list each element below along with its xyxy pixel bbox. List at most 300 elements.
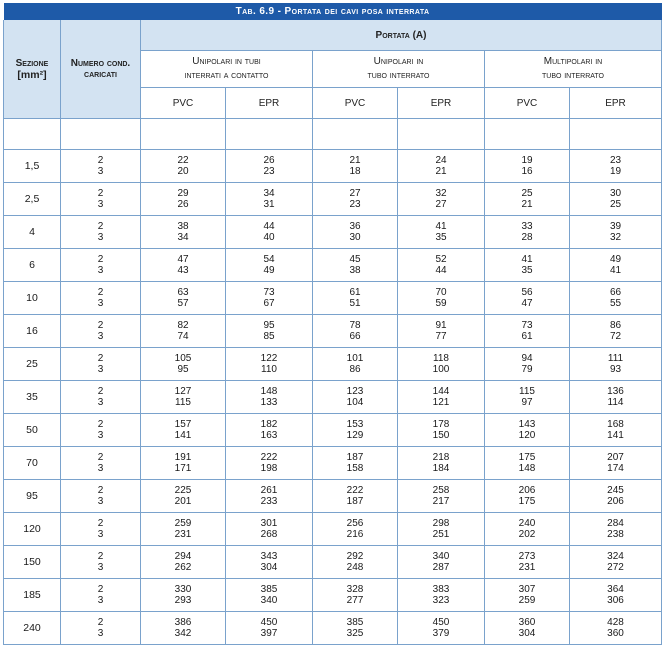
portata-cell <box>313 480 398 513</box>
table-title: Tab. 6.9 - Portata dei cavi posa interrata <box>4 3 662 20</box>
portata-value: 49 <box>263 265 275 276</box>
portata-value: 233 <box>260 496 278 507</box>
portata-value: 57 <box>177 298 189 309</box>
portata-cell <box>226 282 313 315</box>
table-row <box>4 480 662 513</box>
table-row <box>4 183 662 216</box>
portata-value: 27 <box>435 199 447 210</box>
portata-value: 35 <box>435 232 447 243</box>
portata-value: 115 <box>175 397 191 408</box>
blank-cell <box>4 119 61 150</box>
portata-cell <box>485 183 570 216</box>
header-numero-line2: caricati <box>84 69 117 80</box>
portata-value: 43 <box>177 265 189 276</box>
portata-cell <box>313 249 398 282</box>
numero-value: 3 <box>97 496 104 507</box>
header-group-1-line1: Unipolari in tubi <box>192 56 261 67</box>
numero-cell <box>61 480 141 513</box>
portata-value: 231 <box>174 529 192 540</box>
portata-value: 59 <box>435 298 447 309</box>
portata-cell <box>226 216 313 249</box>
portata-value: 127 <box>174 386 192 397</box>
portata-value: 61 <box>349 287 361 298</box>
portata-value: 304 <box>518 628 536 639</box>
header-material-epr: EPR <box>226 88 313 119</box>
portata-value: 41 <box>609 265 622 276</box>
header-sezione <box>4 20 61 119</box>
portata-cell <box>485 513 570 546</box>
portata-cell <box>398 414 485 447</box>
table-row <box>4 447 662 480</box>
portata-value: 268 <box>260 529 278 540</box>
portata-cell <box>570 348 662 381</box>
header-group-2-line2: tubo interrato <box>367 70 430 81</box>
portata-value: 23 <box>609 155 622 166</box>
portata-value: 360 <box>607 628 624 639</box>
portata-value: 330 <box>174 584 192 595</box>
numero-value: 2 <box>97 419 104 430</box>
numero-cell <box>61 183 141 216</box>
numero-value: 3 <box>97 562 104 573</box>
portata-value: 63 <box>177 287 189 298</box>
header-group-1-line2: interrati a contatto <box>184 70 269 81</box>
sezione-cell: 240 <box>4 612 61 645</box>
portata-value: 251 <box>432 529 450 540</box>
portata-value: 150 <box>432 430 450 441</box>
portata-value: 141 <box>607 430 624 441</box>
portata-value: 41 <box>435 221 447 232</box>
portata-cell <box>485 315 570 348</box>
portata-value: 123 <box>346 386 364 397</box>
portata-cell <box>141 381 226 414</box>
portata-value: 111 <box>607 353 624 364</box>
numero-value: 2 <box>97 452 104 463</box>
portata-cell <box>570 282 662 315</box>
table-row <box>4 282 662 315</box>
sezione-cell: 35 <box>4 381 61 414</box>
portata-value: 95 <box>263 320 275 331</box>
portata-value: 44 <box>263 221 275 232</box>
header-material-pvc: PVC <box>141 88 226 119</box>
portata-value: 122 <box>260 353 278 364</box>
portata-value: 120 <box>518 430 536 441</box>
portata-cell <box>226 315 313 348</box>
portata-cell <box>485 414 570 447</box>
portata-value: 262 <box>174 562 192 573</box>
portata-value: 47 <box>521 298 533 309</box>
portata-value: 72 <box>609 331 622 342</box>
portata-cell <box>398 480 485 513</box>
portata-value: 364 <box>607 584 624 595</box>
numero-value: 2 <box>97 221 104 232</box>
table-row <box>4 315 662 348</box>
portata-value: 21 <box>349 155 361 166</box>
portata-value: 70 <box>435 287 447 298</box>
portata-cell <box>398 315 485 348</box>
portata-value: 30 <box>609 188 622 199</box>
numero-value: 3 <box>97 232 104 243</box>
portata-cell <box>313 282 398 315</box>
table-row <box>4 513 662 546</box>
portata-value: 231 <box>518 562 536 573</box>
numero-cell <box>61 612 141 645</box>
numero-value: 3 <box>97 298 104 309</box>
numero-value: 2 <box>97 551 104 562</box>
portata-cell <box>141 579 226 612</box>
portata-value: 35 <box>521 265 533 276</box>
portata-value: 383 <box>432 584 450 595</box>
portata-value: 385 <box>346 617 364 628</box>
cable-table-container <box>3 3 661 645</box>
header-sezione-label: Sezione <box>15 57 49 69</box>
portata-cell <box>141 348 226 381</box>
table-row <box>4 150 662 183</box>
portata-value: 222 <box>260 452 278 463</box>
portata-cell <box>313 579 398 612</box>
portata-value: 115 <box>519 386 535 397</box>
portata-value: 45 <box>349 254 361 265</box>
portata-value: 23 <box>349 199 361 210</box>
portata-cell <box>570 150 662 183</box>
portata-value: 105 <box>174 353 192 364</box>
portata-value: 25 <box>609 199 622 210</box>
portata-value: 385 <box>260 584 278 595</box>
portata-value: 38 <box>177 221 189 232</box>
portata-cell <box>570 579 662 612</box>
header-material-epr: EPR <box>570 88 662 119</box>
portata-value: 182 <box>260 419 278 430</box>
sezione-cell: 1,5 <box>4 150 61 183</box>
portata-cell <box>313 447 398 480</box>
portata-value: 187 <box>346 496 364 507</box>
portata-cell <box>570 216 662 249</box>
portata-cell <box>313 183 398 216</box>
header-portata: Portata (A) <box>141 20 662 51</box>
portata-cell <box>398 381 485 414</box>
numero-cell <box>61 579 141 612</box>
portata-value: 100 <box>432 364 450 375</box>
portata-value: 66 <box>609 287 622 298</box>
portata-cell <box>398 282 485 315</box>
portata-value: 143 <box>518 419 536 430</box>
portata-value: 184 <box>432 463 450 474</box>
portata-value: 93 <box>609 364 622 375</box>
portata-value: 110 <box>261 364 277 375</box>
portata-value: 21 <box>521 199 533 210</box>
numero-cell <box>61 381 141 414</box>
portata-cell <box>141 150 226 183</box>
numero-value: 3 <box>97 397 104 408</box>
portata-value: 148 <box>518 463 536 474</box>
portata-value: 33 <box>521 221 533 232</box>
portata-value: 18 <box>349 166 361 177</box>
portata-value: 21 <box>435 166 447 177</box>
numero-cell <box>61 282 141 315</box>
numero-value: 3 <box>97 628 104 639</box>
portata-value: 258 <box>432 485 450 496</box>
portata-value: 66 <box>349 331 361 342</box>
portata-value: 157 <box>174 419 192 430</box>
portata-value: 38 <box>349 265 361 276</box>
portata-cell <box>570 414 662 447</box>
portata-cell <box>398 183 485 216</box>
numero-value: 2 <box>97 155 104 166</box>
portata-cell <box>398 513 485 546</box>
portata-value: 240 <box>518 518 536 529</box>
portata-value: 163 <box>260 430 278 441</box>
portata-value: 201 <box>174 496 192 507</box>
portata-value: 67 <box>263 298 275 309</box>
portata-value: 30 <box>349 232 361 243</box>
portata-value: 23 <box>263 166 275 177</box>
numero-value: 2 <box>97 617 104 628</box>
portata-value: 218 <box>432 452 450 463</box>
portata-cell <box>398 612 485 645</box>
portata-cell <box>485 216 570 249</box>
portata-cell <box>141 480 226 513</box>
portata-value: 32 <box>435 188 447 199</box>
numero-value: 2 <box>97 485 104 496</box>
portata-value: 216 <box>346 529 364 540</box>
numero-cell <box>61 414 141 447</box>
numero-value: 2 <box>97 188 104 199</box>
portata-value: 28 <box>521 232 533 243</box>
portata-value: 74 <box>177 331 189 342</box>
sezione-cell: 95 <box>4 480 61 513</box>
portata-cell <box>313 546 398 579</box>
portata-value: 256 <box>346 518 364 529</box>
portata-cell <box>226 183 313 216</box>
portata-value: 51 <box>349 298 361 309</box>
portata-value: 248 <box>346 562 364 573</box>
portata-cell <box>226 348 313 381</box>
portata-value: 379 <box>432 628 450 639</box>
portata-value: 323 <box>432 595 450 606</box>
portata-value: 129 <box>346 430 364 441</box>
portata-cell <box>398 249 485 282</box>
portata-value: 101 <box>346 353 364 364</box>
table-row <box>4 381 662 414</box>
blank-cell <box>226 119 313 150</box>
portata-value: 225 <box>174 485 192 496</box>
blank-spacer-row <box>4 119 662 150</box>
portata-cell <box>485 480 570 513</box>
portata-value: 40 <box>263 232 275 243</box>
portata-value: 301 <box>260 518 278 529</box>
table-row <box>4 579 662 612</box>
portata-value: 82 <box>177 320 189 331</box>
portata-value: 450 <box>260 617 278 628</box>
portata-value: 29 <box>177 188 189 199</box>
portata-cell <box>570 249 662 282</box>
portata-value: 73 <box>521 320 533 331</box>
sezione-cell: 25 <box>4 348 61 381</box>
portata-cell <box>570 315 662 348</box>
portata-cell <box>570 381 662 414</box>
portata-cell <box>141 282 226 315</box>
portata-cell <box>485 579 570 612</box>
cable-capacity-table <box>3 3 662 645</box>
portata-value: 187 <box>346 452 364 463</box>
portata-cell <box>226 249 313 282</box>
portata-cell <box>313 381 398 414</box>
numero-cell <box>61 447 141 480</box>
table-row <box>4 612 662 645</box>
portata-cell <box>313 150 398 183</box>
portata-value: 340 <box>260 595 278 606</box>
portata-value: 259 <box>518 595 536 606</box>
portata-cell <box>570 612 662 645</box>
portata-value: 306 <box>607 595 624 606</box>
portata-cell <box>485 249 570 282</box>
portata-value: 79 <box>521 364 533 375</box>
portata-value: 217 <box>432 496 450 507</box>
portata-value: 133 <box>260 397 278 408</box>
portata-value: 259 <box>174 518 192 529</box>
portata-value: 55 <box>609 298 622 309</box>
portata-value: 153 <box>346 419 364 430</box>
sezione-cell: 4 <box>4 216 61 249</box>
portata-value: 238 <box>607 529 624 540</box>
numero-value: 2 <box>97 353 104 364</box>
portata-cell <box>398 150 485 183</box>
header-material-epr: EPR <box>398 88 485 119</box>
header-material-pvc: PVC <box>485 88 570 119</box>
header-group-3-line2: tubo interrato <box>541 70 605 81</box>
numero-value: 3 <box>97 463 104 474</box>
sezione-cell: 50 <box>4 414 61 447</box>
portata-value: 36 <box>349 221 361 232</box>
portata-cell <box>141 216 226 249</box>
portata-value: 343 <box>260 551 278 562</box>
portata-cell <box>226 513 313 546</box>
portata-value: 27 <box>349 188 361 199</box>
portata-value: 148 <box>260 386 278 397</box>
portata-cell <box>141 249 226 282</box>
portata-cell <box>226 381 313 414</box>
table-row <box>4 249 662 282</box>
header-numero-line1: Numero cond. <box>70 58 131 69</box>
portata-value: 307 <box>518 584 536 595</box>
portata-cell <box>226 480 313 513</box>
portata-cell <box>398 348 485 381</box>
portata-value: 397 <box>260 628 278 639</box>
portata-value: 222 <box>346 485 364 496</box>
sezione-cell: 6 <box>4 249 61 282</box>
numero-value: 2 <box>97 386 104 397</box>
portata-cell <box>570 183 662 216</box>
portata-cell <box>226 612 313 645</box>
portata-value: 86 <box>349 364 361 375</box>
portata-value: 202 <box>518 529 536 540</box>
portata-value: 34 <box>177 232 189 243</box>
portata-value: 277 <box>346 595 364 606</box>
header-material-pvc: PVC <box>313 88 398 119</box>
numero-cell <box>61 150 141 183</box>
portata-value: 118 <box>433 353 449 364</box>
numero-value: 3 <box>97 430 104 441</box>
portata-value: 272 <box>607 562 624 573</box>
portata-value: 61 <box>521 331 533 342</box>
portata-value: 245 <box>607 485 624 496</box>
portata-cell <box>398 447 485 480</box>
portata-value: 16 <box>521 166 533 177</box>
portata-value: 114 <box>607 397 624 408</box>
portata-value: 340 <box>432 551 450 562</box>
portata-value: 54 <box>263 254 275 265</box>
portata-cell <box>313 315 398 348</box>
portata-value: 158 <box>346 463 364 474</box>
portata-cell <box>570 447 662 480</box>
table-row <box>4 348 662 381</box>
table-row <box>4 216 662 249</box>
portata-cell <box>141 183 226 216</box>
portata-value: 292 <box>346 551 364 562</box>
numero-value: 3 <box>97 364 104 375</box>
portata-value: 141 <box>174 430 192 441</box>
portata-value: 144 <box>432 386 450 397</box>
portata-value: 32 <box>609 232 622 243</box>
portata-cell <box>570 513 662 546</box>
portata-cell <box>398 546 485 579</box>
portata-value: 325 <box>346 628 364 639</box>
portata-value: 342 <box>174 628 192 639</box>
numero-value: 2 <box>97 518 104 529</box>
portata-value: 47 <box>177 254 189 265</box>
portata-value: 168 <box>607 419 624 430</box>
portata-value: 31 <box>263 199 275 210</box>
portata-cell <box>485 381 570 414</box>
portata-value: 298 <box>432 518 450 529</box>
portata-cell <box>141 612 226 645</box>
portata-cell <box>485 447 570 480</box>
numero-value: 3 <box>97 595 104 606</box>
portata-value: 22 <box>177 155 189 166</box>
numero-cell <box>61 216 141 249</box>
blank-cell <box>485 119 570 150</box>
portata-value: 175 <box>518 496 536 507</box>
portata-value: 26 <box>263 155 275 166</box>
header-group-1 <box>141 51 313 88</box>
portata-value: 450 <box>432 617 450 628</box>
portata-cell <box>141 447 226 480</box>
portata-value: 324 <box>607 551 624 562</box>
portata-value: 56 <box>521 287 533 298</box>
numero-cell <box>61 249 141 282</box>
portata-value: 19 <box>609 166 622 177</box>
portata-value: 175 <box>518 452 536 463</box>
numero-value: 2 <box>97 254 104 265</box>
numero-value: 3 <box>97 199 104 210</box>
portata-value: 293 <box>174 595 192 606</box>
portata-value: 328 <box>346 584 364 595</box>
portata-cell <box>570 546 662 579</box>
portata-value: 91 <box>435 320 447 331</box>
header-sezione-unit: [mm²] <box>17 68 47 81</box>
sezione-cell: 120 <box>4 513 61 546</box>
portata-value: 44 <box>435 265 447 276</box>
portata-value: 136 <box>607 386 624 397</box>
portata-value: 428 <box>607 617 624 628</box>
header-group-3 <box>485 51 662 88</box>
portata-value: 97 <box>521 397 533 408</box>
portata-value: 78 <box>349 320 361 331</box>
portata-cell <box>485 150 570 183</box>
portata-value: 34 <box>263 188 275 199</box>
header-group-3-line1: Multipolari in <box>543 56 603 67</box>
portata-value: 52 <box>435 254 447 265</box>
portata-value: 287 <box>432 562 450 573</box>
